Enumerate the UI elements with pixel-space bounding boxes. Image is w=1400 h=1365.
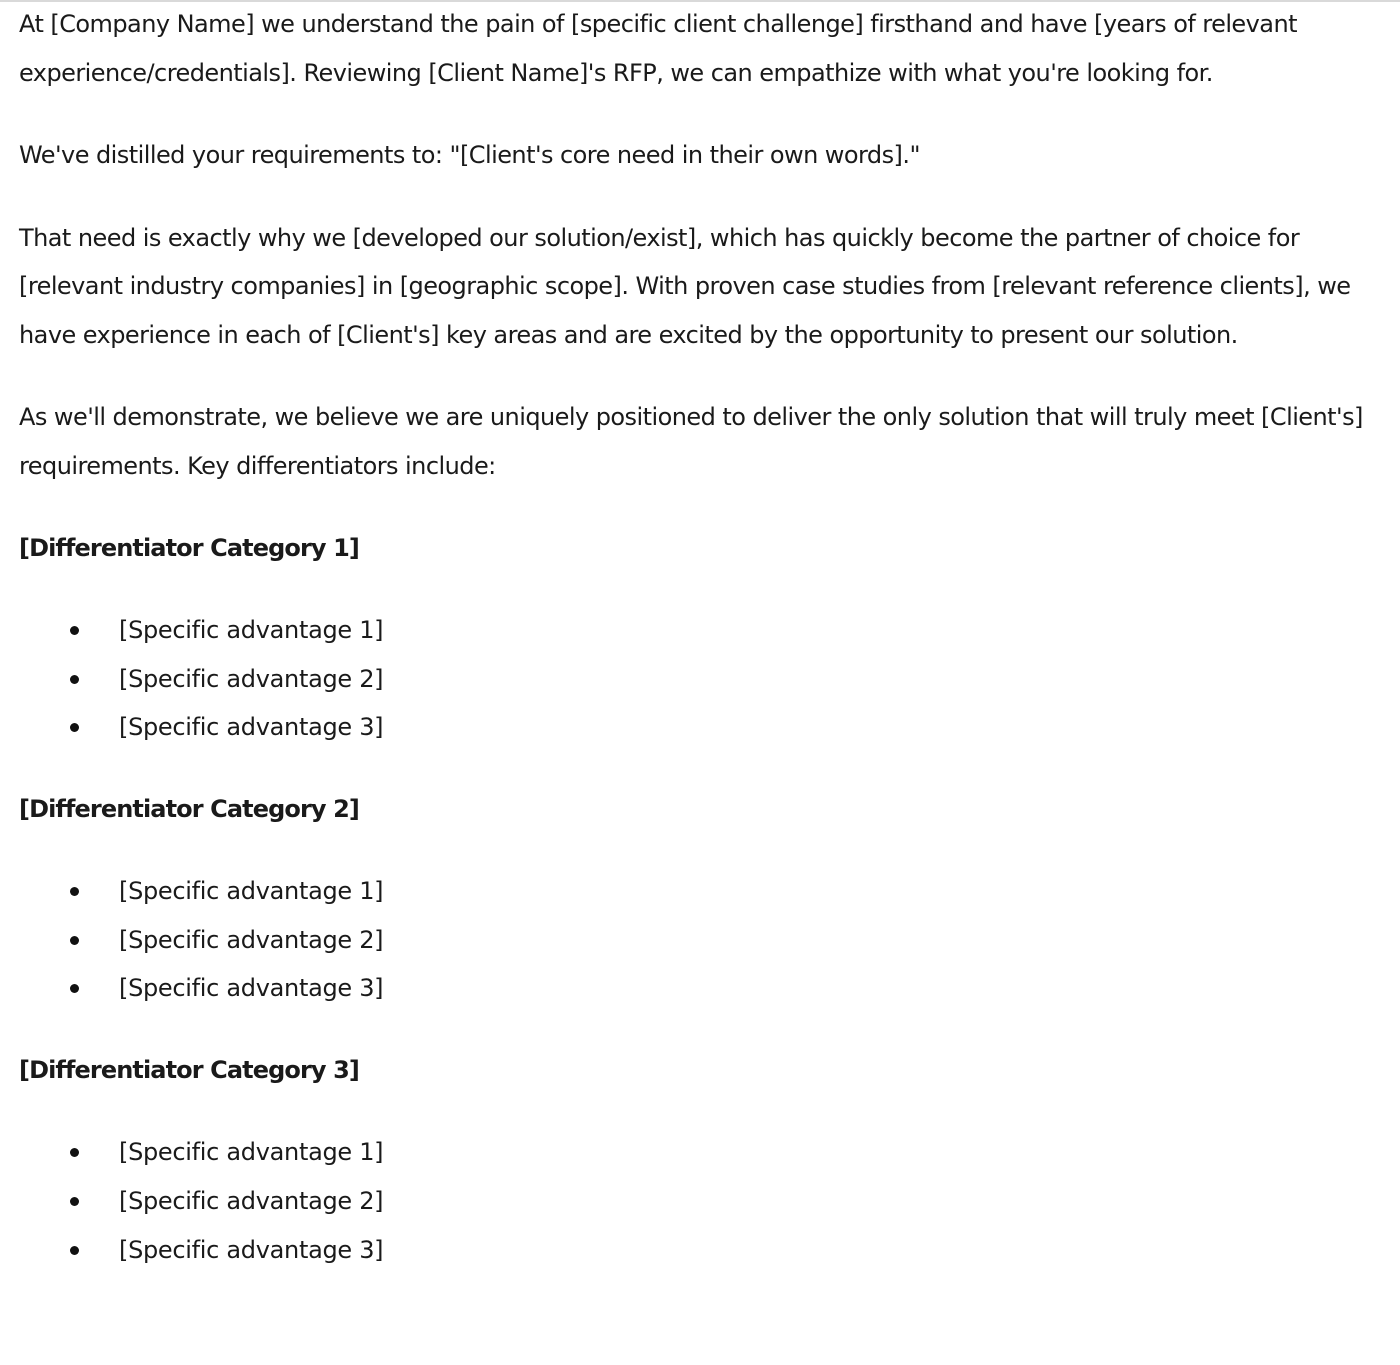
bullet-icon	[70, 936, 79, 945]
advantage-text: [Specific advantage 3]	[119, 1235, 384, 1264]
advantage-text: [Specific advantage 3]	[119, 713, 384, 742]
solution-paragraph: That need is exactly why we [developed our solution/exist], which has quickly become the partner of choice for [relevant industry companies] in [geographic scope]. With proven case studies from [relevant reference clients], we have experience in each of [Client's] key areas and are excited by the opportunity to present our solution.	[19, 223, 1351, 349]
advantage-list	[19, 606, 1384, 752]
advantage-text: [Specific advantage 2]	[119, 925, 384, 954]
list-item	[19, 1226, 1384, 1275]
advantage-text: [Specific advantage 1]	[119, 877, 384, 906]
advantage-text: [Specific advantage 3]	[119, 974, 384, 1003]
list-item	[19, 606, 1384, 655]
advantage-text: [Specific advantage 1]	[119, 616, 384, 644]
bullet-icon	[70, 984, 79, 993]
advantage-list	[19, 867, 1384, 1013]
differentiators-intro-paragraph: As we'll demonstrate, we believe we are uniquely positioned to deliver the only solution that will truly meet [Client's] requirements. Key differentiators include:	[19, 403, 1363, 480]
bullet-icon	[70, 887, 79, 896]
advantage-list	[19, 1128, 1384, 1274]
bullet-icon	[70, 723, 79, 732]
bullet-icon	[70, 1148, 79, 1157]
requirements-paragraph: We've distilled your requirements to: "[Client's core need in their own words]."	[19, 141, 920, 169]
list-item	[19, 703, 1384, 752]
category-heading: [Differentiator Category 1]	[19, 534, 359, 562]
list-item	[19, 867, 1384, 916]
advantage-text: [Specific advantage 1]	[119, 1138, 384, 1167]
bullet-icon	[70, 1246, 79, 1255]
list-item	[19, 916, 1384, 965]
differentiator-category-3	[19, 1046, 1384, 1274]
list-item	[19, 1177, 1384, 1226]
list-item	[19, 655, 1384, 704]
advantage-text: [Specific advantage 2]	[119, 664, 384, 693]
differentiator-category-1	[19, 524, 1384, 752]
bullet-icon	[70, 675, 79, 684]
category-heading: [Differentiator Category 3]	[19, 1056, 359, 1085]
advantage-text: [Specific advantage 2]	[119, 1186, 384, 1215]
list-item	[19, 1128, 1384, 1177]
bullet-icon	[70, 1197, 79, 1206]
document-body	[19, 0, 1384, 1274]
bullet-icon	[70, 626, 79, 635]
category-heading: [Differentiator Category 2]	[19, 795, 359, 824]
list-item	[19, 964, 1384, 1013]
intro-paragraph: At [Company Name] we understand the pain of [specific client challenge] firsthand and have [years of relevant experience/credentials]. Reviewing [Client Name]'s RFP, we can empathize with what you're looking for.	[19, 10, 1297, 87]
differentiator-category-2	[19, 785, 1384, 1013]
